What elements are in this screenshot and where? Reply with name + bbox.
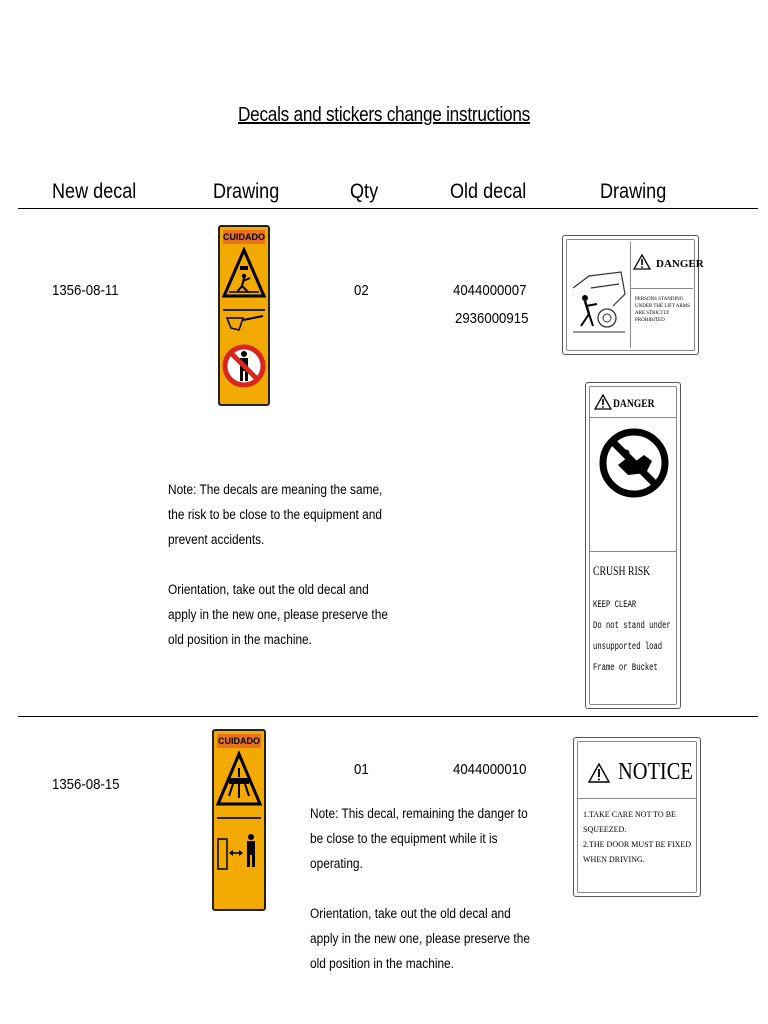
note-text: Note: The decals are meaning the same, the risk to be close to the equipment and prevent accidents. Orientation, take out the old decal and apply in the new one, please preserve the old position in the machine. <box>168 482 388 647</box>
warning-triangle-icon <box>594 394 612 410</box>
decal-header: CUIDADO <box>218 736 260 746</box>
hand-crush-icon <box>215 750 263 814</box>
warning-triangle-icon <box>633 254 651 270</box>
notice-text: 1.TAKE CARE NOT TO BE SQUEEZED. 2.THE DOOR MUST BE FIXED WHEN DRIVING. <box>583 810 692 864</box>
new-decal-drawing <box>218 225 270 406</box>
danger-heading: DANGER <box>613 396 655 410</box>
old-decal-code: 4044000007 <box>453 282 527 299</box>
danger-heading: DANGER <box>656 258 704 270</box>
new-decal-code: 1356-08-11 <box>52 282 119 299</box>
qty-value: 02 <box>354 282 369 299</box>
decal-separator <box>217 817 261 819</box>
no-crush-icon <box>598 427 670 499</box>
old-decal-notice <box>573 737 701 897</box>
decal-separator <box>223 309 265 311</box>
old-decal-code: 4044000010 <box>453 761 527 778</box>
note-text: Note: This decal, remaining the danger to be close to the equipment while it is operating. Orientation, take out the old decal and apply in the new one, please preserve the old position in the machine. <box>310 806 530 971</box>
crush-risk-title: CRUSH RISK <box>593 563 651 578</box>
bucket-icon <box>221 314 267 334</box>
row-divider <box>18 716 758 717</box>
danger-text: PERSONS STANDING UNDER THE LIFT ARMS ARE STRICTLY PROHIBITED <box>635 297 690 323</box>
column-header-old-decal: Old decal <box>450 180 527 203</box>
crush-risk-lines: KEEP CLEAR Do not stand under unsupported load Frame or Bucket <box>593 600 671 674</box>
warning-triangle-icon <box>588 763 610 783</box>
old-decal-code: 2936000915 <box>455 310 529 327</box>
no-standing-icon <box>221 336 267 398</box>
column-header-new-decal: New decal <box>52 180 137 203</box>
page-title: Decals and stickers change instructions <box>237 104 531 126</box>
loader-person-icon <box>569 248 629 346</box>
old-decal-danger-loader <box>562 235 704 355</box>
column-header-drawing-old: Drawing <box>600 180 667 203</box>
decal-header: CUIDADO <box>223 232 265 242</box>
column-header-drawing: Drawing <box>213 180 280 203</box>
qty-value: 01 <box>354 761 369 778</box>
old-decal-danger-crush <box>585 382 681 709</box>
column-header-qty: Qty <box>350 180 379 203</box>
new-decal-code: 1356-08-15 <box>52 776 120 793</box>
keep-distance-icon <box>215 825 263 897</box>
crush-hazard-icon <box>221 246 267 306</box>
notice-heading: NOTICE <box>618 759 693 785</box>
new-decal-drawing <box>212 729 266 911</box>
header-divider <box>18 208 758 209</box>
